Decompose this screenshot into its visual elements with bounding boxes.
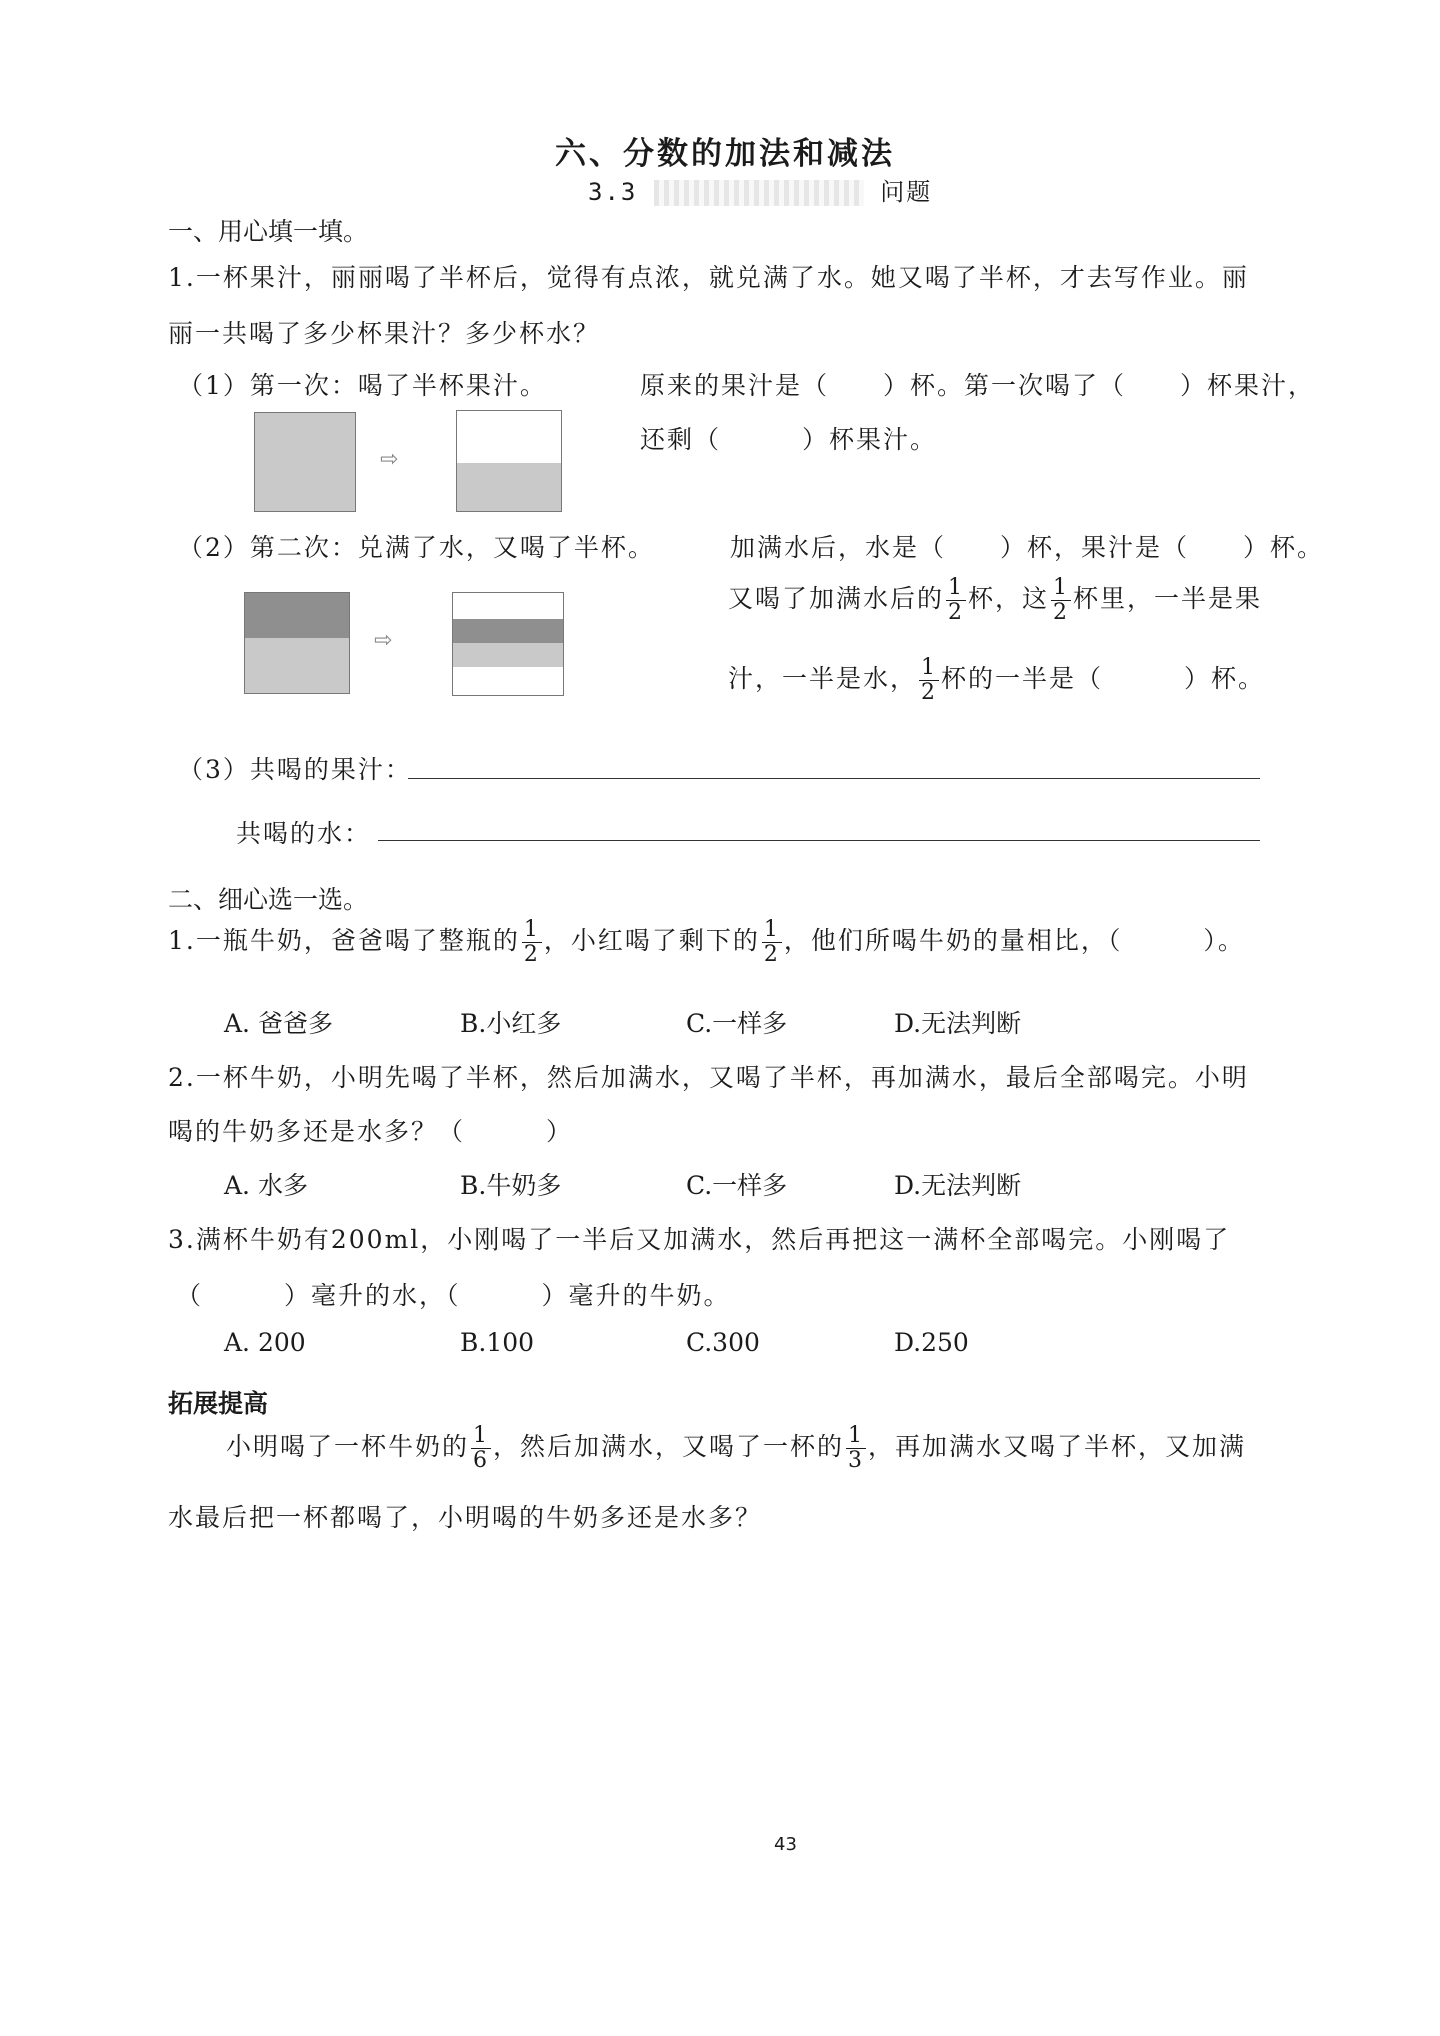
fraction-half	[919, 656, 939, 705]
page-number: 43	[774, 1834, 797, 1855]
q3-option-d[interactable]: D.250	[894, 1328, 969, 1357]
fraction-numerator: 1	[921, 655, 938, 680]
fraction-numerator: 1	[948, 575, 965, 600]
part2-text2b: 杯，这	[968, 584, 1050, 613]
part2-text1: 加满水后，水是（ ）杯，果汁是（ ）杯。	[730, 533, 1325, 562]
ext-line1c: ，再加满水又喝了半杯，又加满	[868, 1432, 1247, 1461]
q1-option-c[interactable]: C.一样多	[686, 1009, 788, 1038]
fraction-numerator: 1	[1053, 575, 1070, 600]
mixed-cup-illustration	[244, 592, 350, 694]
part3-water-label: 共喝的水：	[236, 819, 372, 848]
fraction-third	[846, 1424, 866, 1473]
s2-q3-line1: 3.满杯牛奶有200ml，小刚喝了一半后又加满水，然后再把这一满杯全部喝完。小刚喝了	[168, 1225, 1231, 1254]
fraction-half	[1051, 576, 1071, 625]
part2-label: （2）第二次：兑满了水，又喝了半杯。	[178, 533, 655, 562]
q3-option-b[interactable]: B.100	[460, 1328, 535, 1357]
answer-line-juice[interactable]	[408, 778, 1260, 779]
fraction-denominator: 2	[523, 942, 540, 967]
q2-option-a[interactable]: A. 水多	[224, 1171, 308, 1200]
fraction-numerator: 1	[473, 1423, 490, 1448]
q2-option-c[interactable]: C.一样多	[686, 1171, 788, 1200]
full-juice-cup-illustration	[254, 412, 356, 512]
half-juice-cup-illustration	[456, 410, 562, 512]
fraction-numerator: 1	[763, 917, 780, 942]
fraction-sixth	[471, 1424, 491, 1473]
mixed-band-dark	[453, 619, 563, 643]
lesson-number-text: 3.3	[588, 178, 638, 206]
q3-option-a[interactable]: A. 200	[224, 1328, 306, 1357]
mixed-band-light	[453, 643, 563, 667]
s2-q2-line1: 2.一杯牛奶，小明先喝了半杯，然后加满水，又喝了半杯，再加满水，最后全部喝完。小明	[168, 1063, 1249, 1092]
part1-text2: 还剩（ ）杯果汁。	[640, 425, 938, 454]
lesson-subtitle-tail: 问题	[880, 178, 933, 206]
part2-text3b: 杯的一半是（ ）杯。	[941, 664, 1266, 693]
lesson-number	[588, 172, 932, 207]
q2-option-d[interactable]: D.无法判断	[894, 1171, 1022, 1200]
half-juice-fill	[457, 463, 561, 511]
q1-option-a[interactable]: A. 爸爸多	[224, 1009, 333, 1038]
extension-line1	[226, 1424, 1246, 1473]
section2-heading: 二、细心选一选。	[168, 885, 369, 914]
s2-q1a: 1.一瓶牛奶，爸爸喝了整瓶的	[168, 926, 520, 955]
extension-line2: 水最后把一杯都喝了，小明喝的牛奶多还是水多？	[168, 1503, 763, 1532]
q1-line1: 1.一杯果汁，丽丽喝了半杯后，觉得有点浓，就兑满了水。她又喝了半杯，才去写作业。丽	[168, 263, 1249, 292]
answer-line-water[interactable]	[378, 840, 1260, 841]
arrow-right-icon: ⇨	[374, 628, 393, 653]
illegible-subtitle	[654, 180, 864, 206]
part1-label: （1）第一次：喝了半杯果汁。	[178, 371, 547, 400]
s2-q1	[168, 918, 1245, 967]
fraction-denominator: 2	[948, 600, 965, 625]
fraction-denominator: 2	[763, 942, 780, 967]
dark-juice-fill	[245, 593, 349, 638]
fraction-denominator: 2	[1053, 600, 1070, 625]
fraction-half	[762, 918, 782, 967]
fraction-half	[946, 576, 966, 625]
s2-q1b: ，小红喝了剩下的	[543, 926, 760, 955]
section1-heading: 一、用心填一填。	[168, 217, 369, 246]
page-title: 六、分数的加法和减法	[555, 136, 895, 172]
ext-line1b: ，然后加满水，又喝了一杯的	[493, 1432, 845, 1461]
q1-option-b[interactable]: B.小红多	[460, 1009, 562, 1038]
q3-option-c[interactable]: C.300	[686, 1328, 760, 1357]
part1-text1: 原来的果汁是（ ）杯。第一次喝了（ ）杯果汁，	[640, 371, 1316, 400]
part2-text2	[728, 576, 1262, 625]
q2-option-b[interactable]: B.牛奶多	[460, 1171, 562, 1200]
fraction-half	[522, 918, 542, 967]
extension-heading: 拓展提高	[168, 1389, 269, 1418]
part2-text2a: 又喝了加满水后的	[728, 584, 945, 613]
q1-line2: 丽一共喝了多少杯果汁？多少杯水？	[168, 319, 601, 348]
ext-line1a: 小明喝了一杯牛奶的	[226, 1432, 470, 1461]
fraction-numerator: 1	[848, 1423, 865, 1448]
s2-q2-line2: 喝的牛奶多还是水多？（ ）	[168, 1117, 574, 1146]
fraction-denominator: 3	[848, 1448, 865, 1473]
fraction-numerator: 1	[523, 917, 540, 942]
part3-juice-label: （3）共喝的果汁：	[178, 755, 412, 784]
arrow-right-icon: ⇨	[380, 447, 399, 472]
fraction-denominator: 6	[473, 1448, 490, 1473]
fraction-denominator: 2	[921, 680, 938, 705]
part2-text3	[728, 656, 1265, 705]
q1-option-d[interactable]: D.无法判断	[894, 1009, 1022, 1038]
part2-text3a: 汁，一半是水，	[728, 664, 918, 693]
part2-text2c: 杯里，一半是果	[1073, 584, 1263, 613]
half-mixed-cup-illustration	[452, 592, 564, 696]
s2-q3-line2: （ ）毫升的水，（ ）毫升的牛奶。	[176, 1281, 731, 1310]
s2-q1c: ，他们所喝牛奶的量相比，（ ）。	[783, 926, 1245, 955]
